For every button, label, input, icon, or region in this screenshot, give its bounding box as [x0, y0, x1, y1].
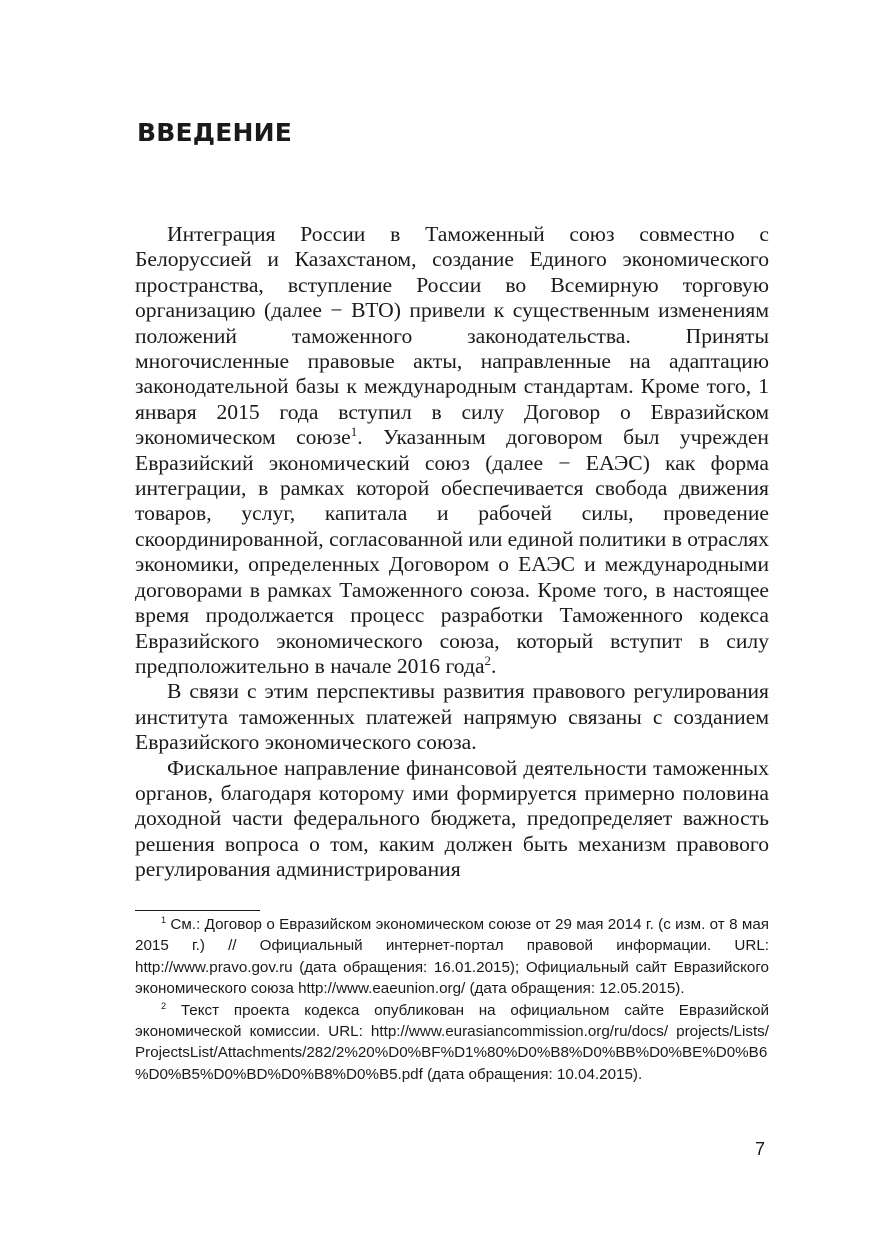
footnote-ref-1: 1	[350, 424, 358, 440]
footnote-2-text: Текст проекта кодекса опубликован на официальном сайте Евразийской экономической комиссии. URL: http://www.eurasiancommission.org/ru/docs/ projects/Lists/ ProjectsList/Attachments/282/2%20%D0%BF%D1%80%D0%B8%D0%BB%D0%BE%D0%B6%D0%B5%D0%BD%D0%B8%D0%B5.pdf (дата обращения: 10.04.2015).	[135, 1001, 769, 1083]
book-page	[135, 0, 769, 1258]
footnote-1-mark: 1	[161, 914, 167, 925]
footnote-separator	[135, 910, 260, 911]
main-text	[135, 222, 769, 883]
chapter-heading: ВВЕДЕНИЕ	[137, 118, 293, 147]
paragraph-1-text-end: .	[491, 653, 497, 678]
footnote-1-text: См.: Договор о Евразийском экономическом союзе от 29 мая 2014 г. (с изм. от 8 мая 2015 г.) // Официальный интернет-портал правовой информации. URL: http://www.pravo.gov.ru (дата обращения: 16.01.2015); Официальный сайт Евразийского экономического союза http://www.eaeunion.org/ (дата обращения: 12.05.2015).	[135, 916, 769, 998]
paragraph-1-text-cont: . Указанным договором был учрежден Евразийский экономический союз (далее − ЕАЭС) как форма интеграции, в рамках которой обеспечивается свобода движения товаров, услуг, капитала и рабочей силы, проведение скоординированной, согласованной или единой политики в отраслях экономики, определенных Договором о ЕАЭС и международными договорами в рамках Таможенного союза. Кроме того, в настоящее время продолжается процесс разработки Таможенного кодекса Евразийского экономического союза, который вступит в силу предположительно в начале 2016 года	[135, 425, 769, 678]
footnote-2	[135, 1000, 769, 1086]
footnote-1	[135, 914, 769, 1000]
footnote-2-mark: 2	[161, 1000, 167, 1011]
footnote-ref-2: 2	[484, 652, 492, 668]
page-number: 7	[754, 1139, 765, 1159]
paragraph-1-text: Интеграция России в Таможенный союз совместно с Белоруссией и Казахстаном, создание Единого экономического пространства, вступление России во Всемирную торговую организацию (далее − ВТО) привели к существенным изменениям положений таможенного законодательства. Приняты многочисленные правовые акты, направленные на адаптацию законодательной базы к международным стандартам. Кроме того, 1 января 2015 года вступил в силу Договор о Евразийском экономическом союзе	[135, 222, 769, 450]
paragraph-3: Фискальное направление финансовой деятельности таможенных органов, благодаря которому ими формируется примерно половина доходной части федерального бюджета, предопределяет важность решения вопроса о том, каким должен быть механизм правового регулирования администрирования	[135, 755, 769, 882]
paragraph-2: В связи с этим перспективы развития правового регулирования института таможенных платежей напрямую связаны с созданием Евразийского экономического союза.	[135, 679, 769, 755]
paragraph-1	[135, 222, 769, 679]
footnotes	[135, 914, 769, 1085]
